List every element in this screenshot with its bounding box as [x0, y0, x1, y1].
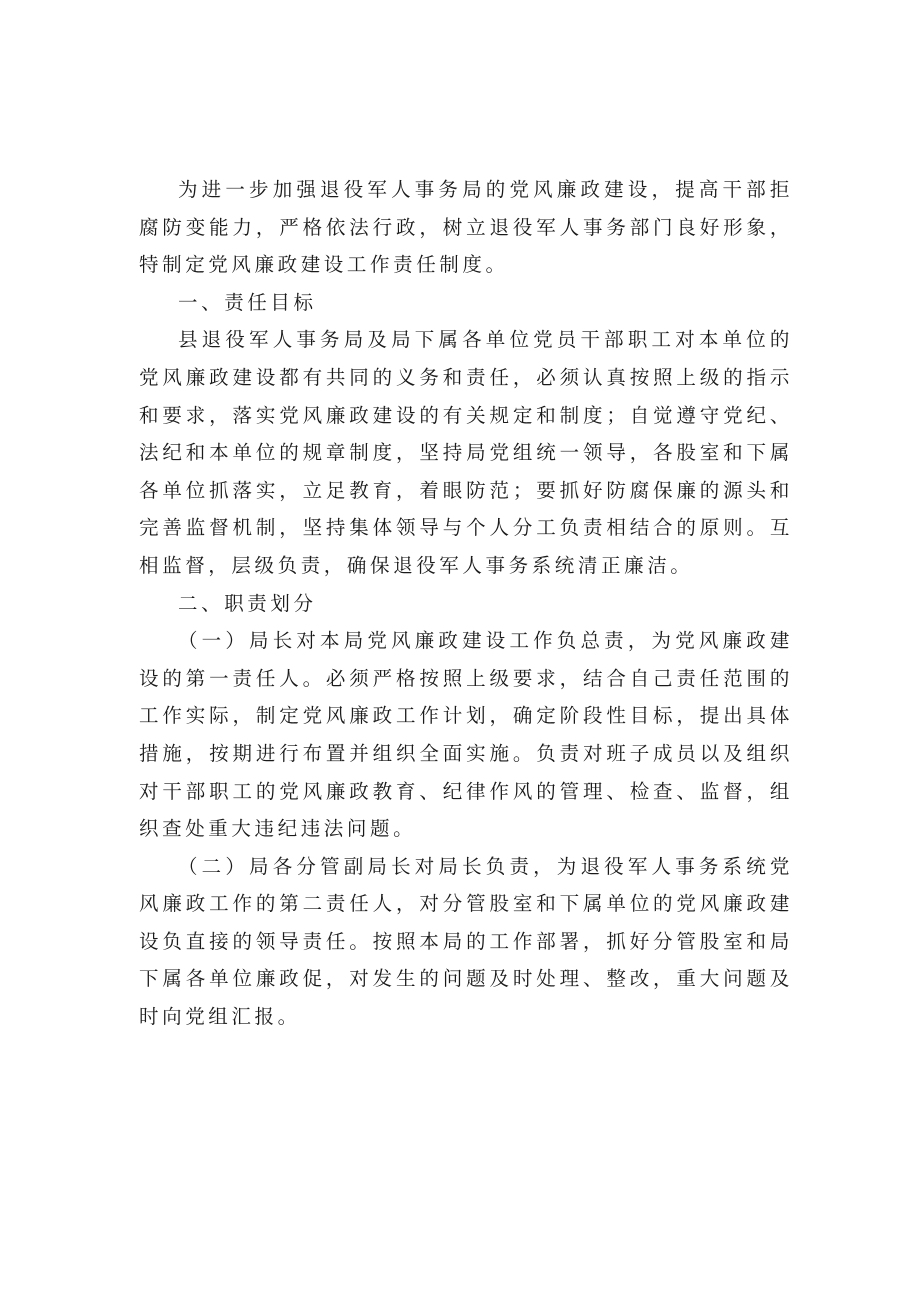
- section-heading-responsibility-goals: 一、责任目标: [178, 290, 317, 314]
- duty-item-deputy-director-paragraph: （二）局各分管副局长对局长负责，为退役军人事务系统党风廉政工作的第二责任人，对分管股室和下属单位的党风廉政建设负直接的领导责任。按照本局的工作部署，抓好分管股室和局下属各单位廉政促，对发生的问题及时处理、整改，重大问题及时向党组汇报。: [139, 854, 793, 1029]
- document-body: [139, 171, 793, 1036]
- section-heading-duty-division: 二、职责划分: [178, 591, 317, 615]
- duty-item-director-paragraph: （一）局长对本局党风廉政建设工作负总责，为党风廉政建设的第一责任人。必须严格按照上级要求，结合自己责任范围的工作实际，制定党风廉政工作计划，确定阶段性目标，提出具体措施，按期进行布置并组织全面实施。负责对班子成员以及组织对干部职工的党风廉政教育、纪律作风的管理、检查、监督，组织查处重大违纪违法问题。: [139, 629, 793, 841]
- responsibility-goals-paragraph: 县退役军人事务局及局下属各单位党员干部职工对本单位的党风廉政建设都有共同的义务和责任，必须认真按照上级的指示和要求，落实党风廉政建设的有关规定和制度；自觉遵守党纪、法纪和本单位的规章制度，坚持局党组统一领导，各股室和下属各单位抓落实，立足教育，着眼防范；要抓好防腐保廉的源头和完善监督机制，坚持集体领导与个人分工负责相结合的原则。互相监督，层级负责，确保退役军人事务系统清正廉洁。: [139, 328, 793, 577]
- intro-paragraph: 为进一步加强退役军人事务局的党风廉政建设，提高干部拒腐防变能力，严格依法行政，树立退役军人事务部门良好形象，特制定党风廉政建设工作责任制度。: [139, 178, 793, 277]
